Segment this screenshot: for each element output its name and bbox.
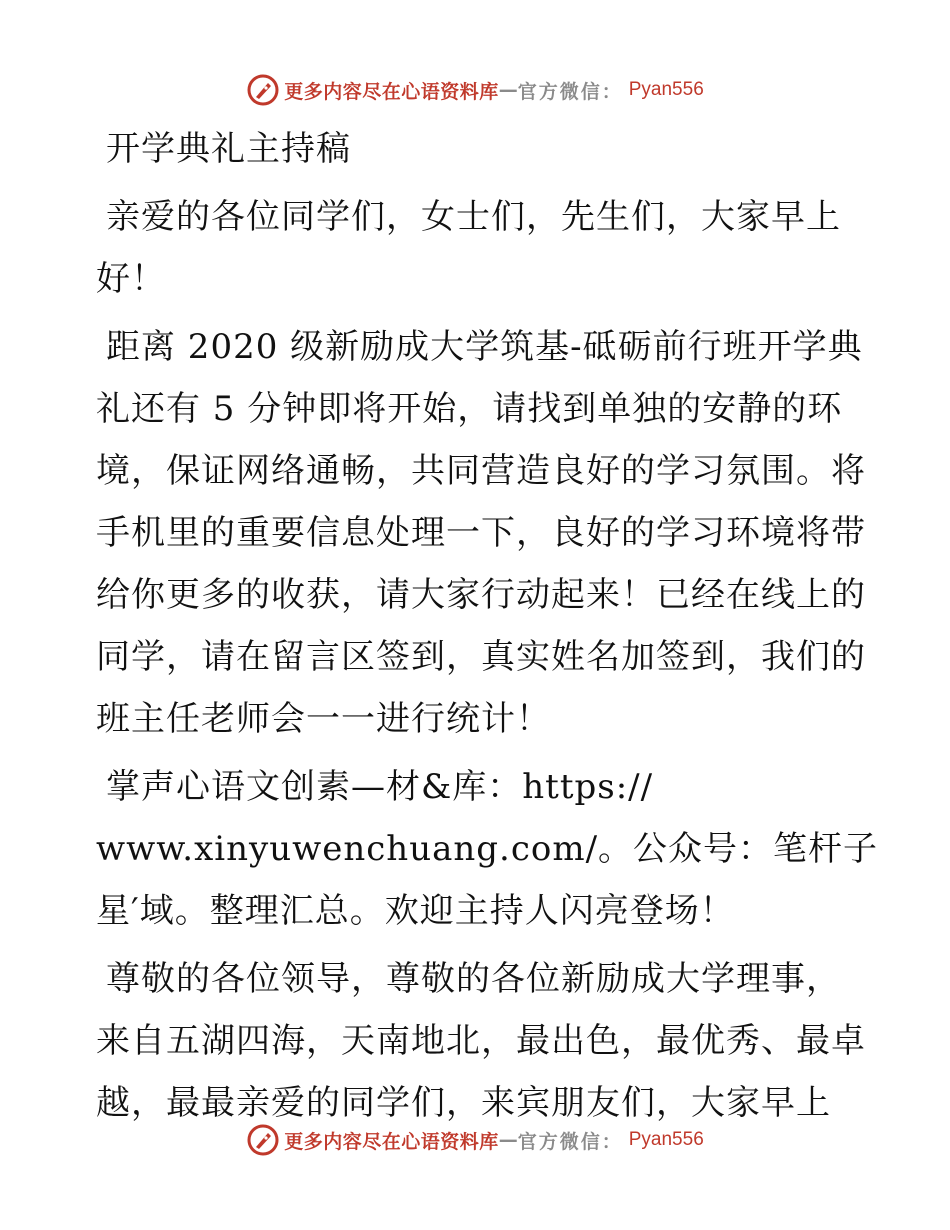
paragraph-line-url: www.xinyuwenchuang.com/。公众号：笔杆子 [96, 829, 879, 869]
paragraph-line: 好！ [96, 259, 166, 299]
paragraph-announcement [96, 316, 866, 750]
watermark-brand: 更多内容尽在心语资料库 [284, 80, 499, 103]
watermark-brand: 更多内容尽在心语资料库 [284, 1130, 499, 1153]
document-body [96, 118, 879, 1140]
paragraph-line: 距离 2020 级新励成大学筑基-砥砺前行班开学典 [106, 327, 863, 367]
footer-watermark [0, 1120, 950, 1160]
paragraph-line: 同学，请在留言区签到，真实姓名加签到，我们的 [96, 637, 866, 677]
paragraph-host-opening [96, 948, 866, 1134]
paragraph-line: 掌声心语文创素—材&库：https:// [106, 767, 654, 807]
paragraph-greeting [96, 186, 856, 310]
paragraph-line: 星′域。整理汇总。欢迎主持人闪亮登场！ [96, 891, 735, 931]
paragraph-line: 手机里的重要信息处理一下，良好的学习环境将带 [96, 513, 866, 553]
document-title: 开学典礼主持稿 [106, 129, 351, 169]
paragraph-line: 越，最最亲爱的同学们，来宾朋友们，大家早上 [96, 1083, 831, 1123]
paragraph-line: 境，保证网络通畅，共同营造良好的学习氛围。将 [96, 451, 866, 491]
paragraph-source-note [96, 756, 879, 942]
watermark-separator: — [498, 79, 518, 101]
watermark-wechat-label: 官方微信： [517, 80, 623, 103]
paragraph-line: 礼还有 5 分钟即将开始，请找到单独的安静的环 [96, 389, 843, 429]
paragraph-line: 亲爱的各位同学们，女士们，先生们，大家早上 [106, 197, 841, 237]
header-watermark [0, 70, 950, 110]
pen-nib-logo-icon [246, 73, 280, 107]
watermark-wechat-id: Pyan556 [628, 1129, 704, 1150]
watermark-wechat-label: 官方微信： [517, 1130, 623, 1153]
watermark-wechat-id: Pyan556 [628, 79, 704, 100]
paragraph-line: 班主任老师会一一进行统计！ [96, 699, 551, 739]
paragraph-line: 来自五湖四海，天南地北，最出色，最优秀、最卓 [96, 1021, 866, 1061]
paragraph-line: 尊敬的各位领导，尊敬的各位新励成大学理事， [106, 959, 841, 999]
watermark-separator: — [498, 1129, 518, 1151]
pen-nib-logo-icon [246, 1123, 280, 1157]
paragraph-line: 给你更多的收获，请大家行动起来！已经在线上的 [96, 575, 866, 615]
